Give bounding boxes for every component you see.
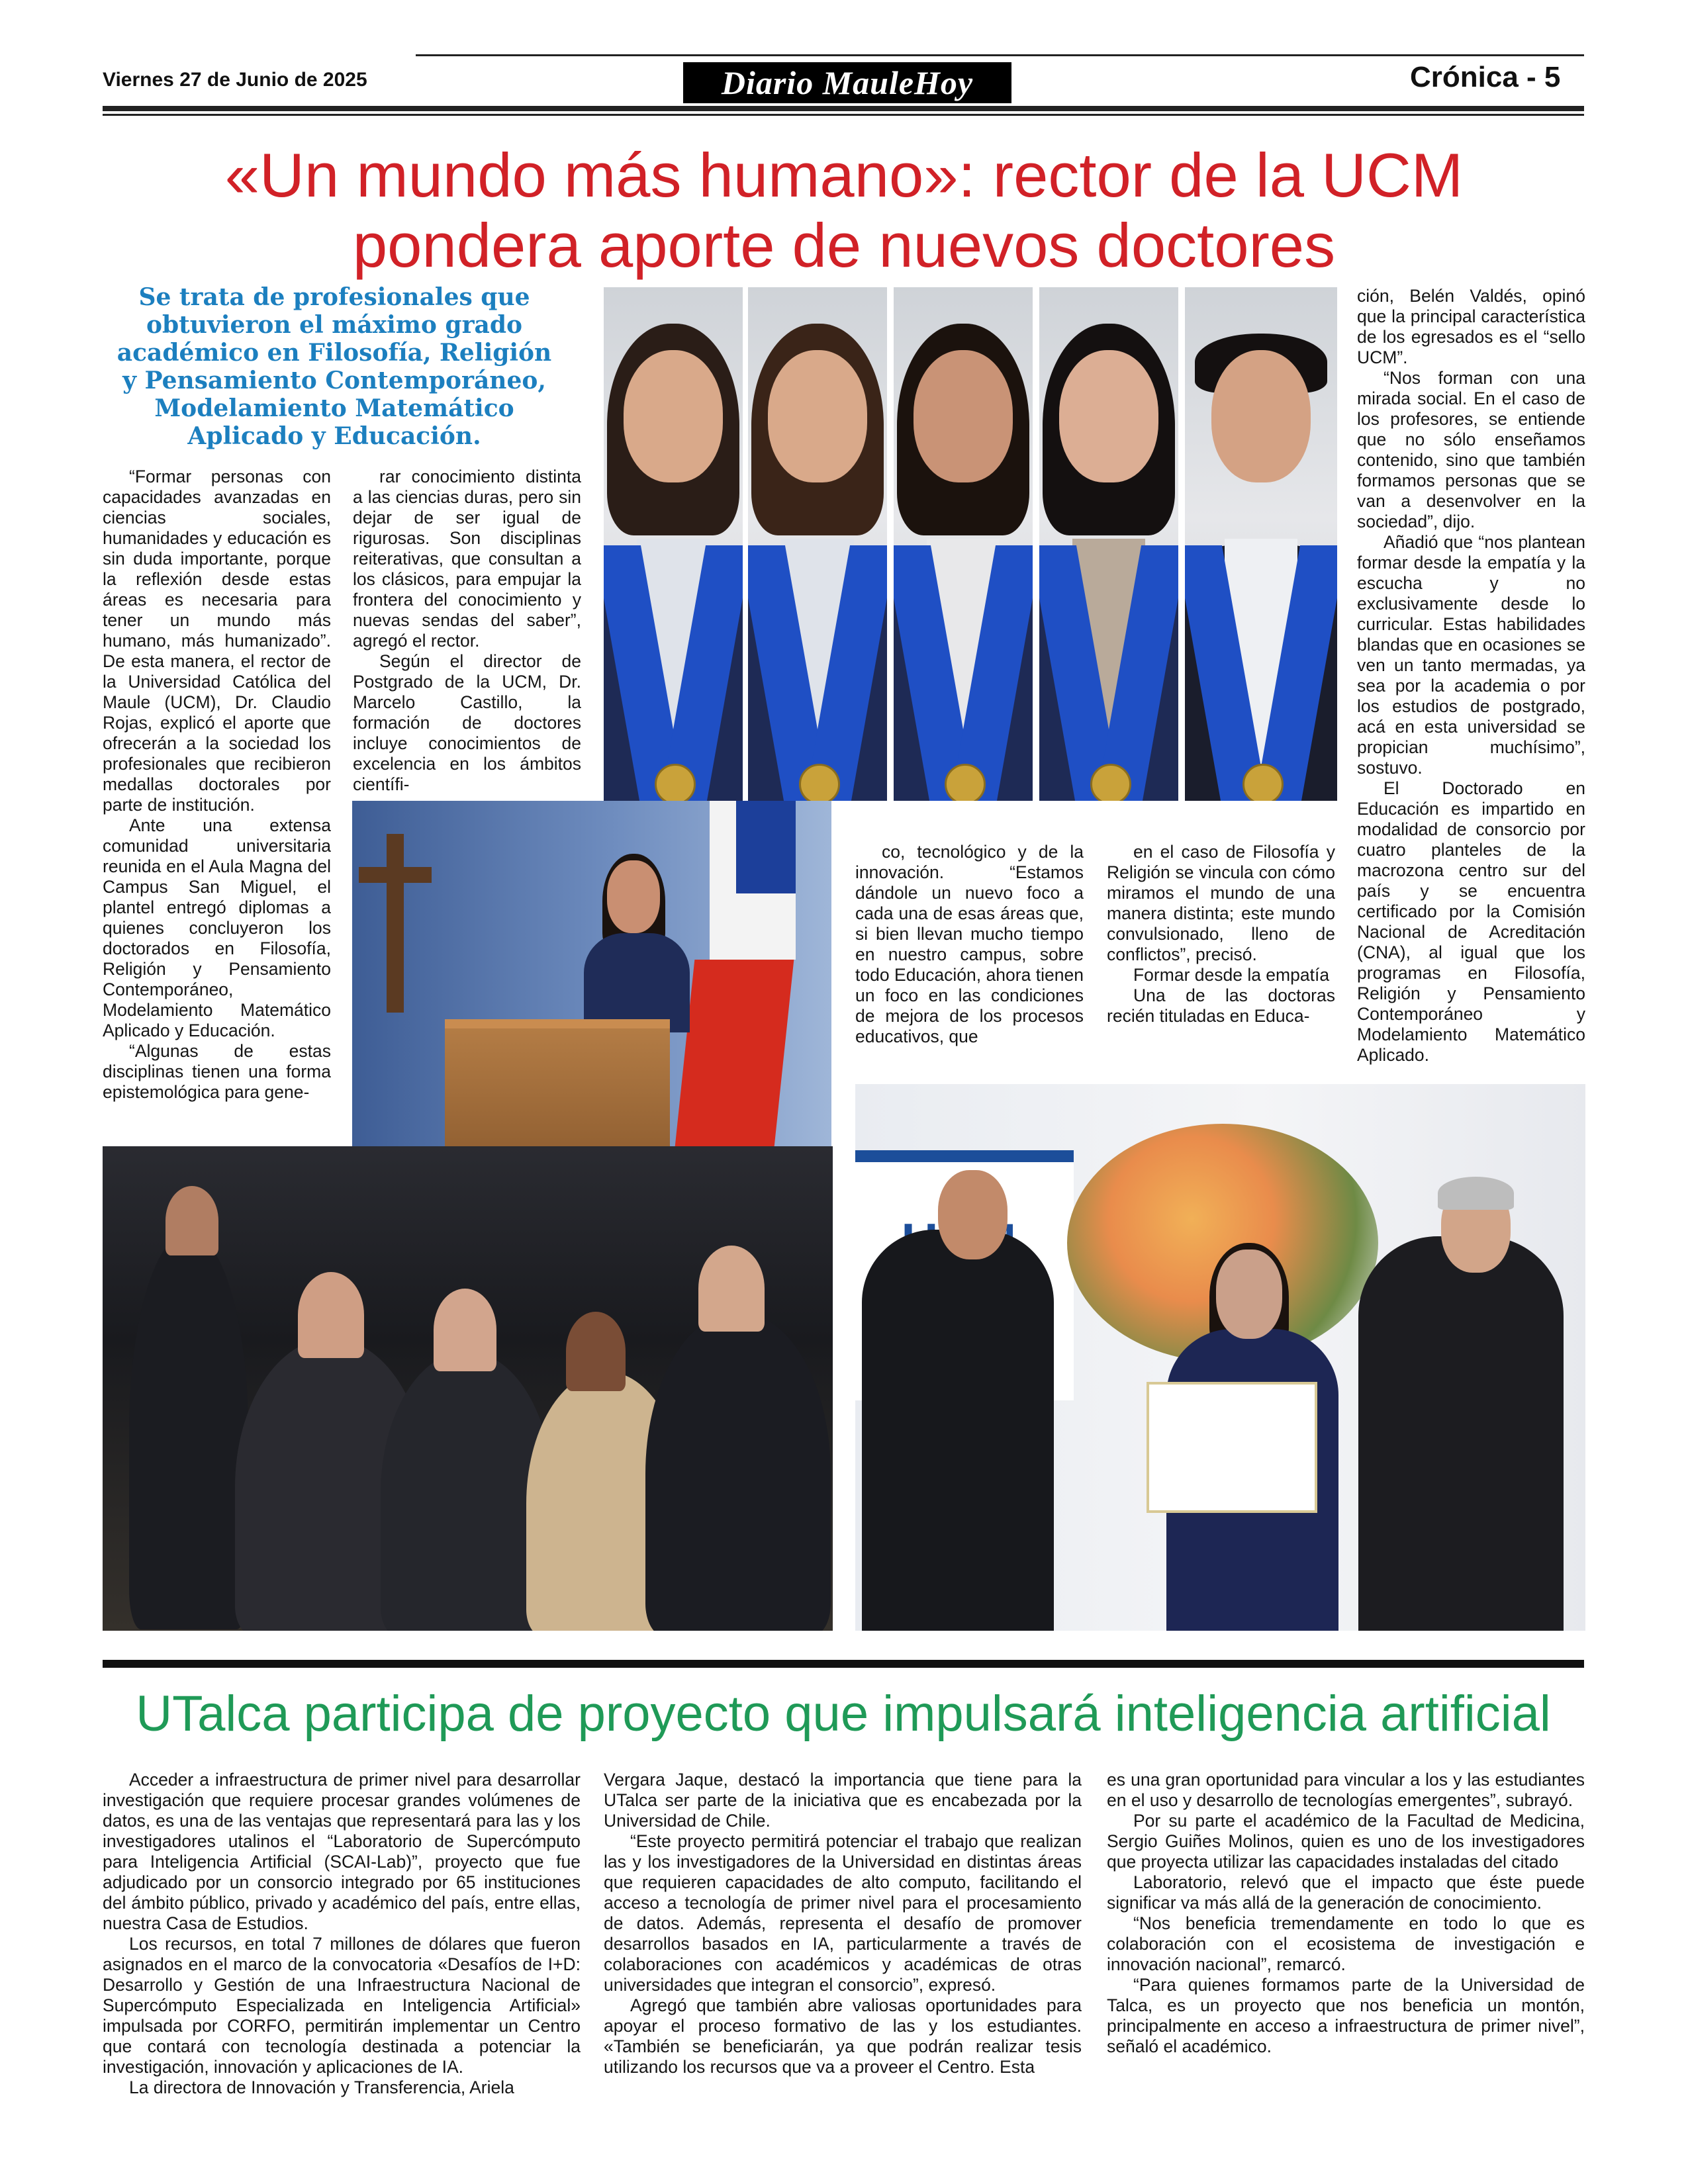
- header-top-rule: [416, 54, 1584, 56]
- photo-audience[interactable]: [103, 1146, 833, 1631]
- photo-graduate-3[interactable]: [894, 287, 1033, 801]
- paragraph: “Formar personas con capacidades avanzadas en ciencias sociales, humanidades y educación es sin duda importante, porque la reflexión desde estas áreas es necesaria para tener un mundo más humano, más humanizado”. De esta manera, el rector de la Universidad Católica del Maule (UCM), Dr. Claudio Rojas, explicó el aporte que ofrecerán a la sociedad los profesionales que recibieron medallas doctorales por parte de institución.: [103, 467, 331, 815]
- photo-podium-speaker[interactable]: [352, 801, 831, 1156]
- paragraph: rar conocimiento distinta a las ciencias duras, pero sin dejar de ser igual de rigurosas. Son disciplinas reiterativas, que consultan a los clásicos, para empujar la frontera del conocimiento y nuevas sendas del saber”, agregó el rector.: [353, 467, 581, 651]
- article1-col5: [1357, 286, 1585, 1066]
- paragraph: “Este proyecto permitirá potenciar el trabajo que realizan las y los investigadores de la Universidad en distintas áreas que requieren capacidades de alto computo, facilitando el acceso a tecnología de primer nivel para el procesamiento de datos. Además, representa el desafío de promover desarrollos basados en IA, particularmente a través de colaboraciones con académicos y académicas de otras universidades que integran el consorcio”, expresó.: [604, 1831, 1082, 1995]
- photo-graduate-4[interactable]: [1039, 287, 1178, 801]
- paragraph: El Doctorado en Educación es impartido en modalidad de consorcio por cuatro planteles de la macrozona centro sur del país y se encuentra certificado por la Comisión Nacional de Acreditación (CNA), al igual que los programas en Filosofía, Religión y Pensamiento Contemporáneo y Modelamiento Matemático Aplicado.: [1357, 778, 1585, 1065]
- paragraph: Ante una extensa comunidad universitaria reunida en el Aula Magna del Campus San Miguel, el plantel entregó diplomas a quienes concluyeron los doctorados en Filosofía, Religión y Pensamiento Contemporáneo, Modelamiento Matemático Aplicado y Educación.: [103, 815, 331, 1040]
- photo-graduate-5[interactable]: [1185, 287, 1337, 801]
- article2-col2: [604, 1770, 1082, 2077]
- issue-date: Viernes 27 de Junio de 2025: [103, 69, 367, 91]
- paragraph: co, tecnológico y de la innovación. “Estamos dándole un nuevo foco a cada una de esas áreas que, si bien llevan mucho tiempo en nuestro campus, sobre todo Educación, ahora tienen un foco en las condiciones de mejora de los procesos educativos, que: [855, 842, 1084, 1046]
- header-rule-thick: [103, 106, 1584, 111]
- article1-col4: [1107, 842, 1335, 1026]
- paragraph: ción, Belén Valdés, opinó que la principal característica de los egresados es el “sello UCM”.: [1357, 286, 1585, 367]
- paragraph: Acceder a infraestructura de primer nivel para desarrollar investigación que requiere procesar grandes volúmenes de datos, es una de las ventajas que representará para las y los investigadores utalinos el “Laboratorio de Supercómputo para Inteligencia Artificial (SCAI-Lab)”, proyecto que fue adjudicado por un consorcio integrado por 65 instituciones del ámbito público, privado y académico del país, entre ellas, nuestra Casa de Estudios.: [103, 1770, 581, 1933]
- paragraph: Por su parte el académico de la Facultad de Medicina, Sergio Guiñes Molinos, quien es uno de los investigadores que proyecta utilizar las capacidades instaladas del citado: [1107, 1811, 1585, 1872]
- paragraph: es una gran oportunidad para vincular a los y las estudiantes en el uso y desarrollo de tecnologías emergentes”, subrayó.: [1107, 1770, 1585, 1810]
- subheading: Formar desde la empatía: [1133, 965, 1330, 985]
- paragraph: Agregó que también abre valiosas oportunidades para apoyar el proceso formativo de las y los estudiantes. «También se beneficiarán, ya que podrán realizar tesis utilizando los recursos que va a proveer el Centro. Esta: [604, 1995, 1082, 2077]
- article2-col3: [1107, 1770, 1585, 2057]
- masthead-logo[interactable]: Diario MauleHoy: [683, 62, 1011, 103]
- photo-graduate-1[interactable]: [604, 287, 743, 801]
- paragraph: en el caso de Filosofía y Religión se vincula con cómo miramos el mundo de una manera distinta; este mundo convulsionado, lleno de conflictos”, precisó.: [1107, 842, 1335, 964]
- paragraph: Los recursos, en total 7 millones de dólares que fueron asignados en el marco de la convocatoria «Desafíos de I+D: Desarrollo y Gestión de una Infraestructura Nacional de Supercómputo Especializada en Inteligencia Artificial» impulsada por CORFO, permitirán implementar un Centro que contará con tecnología destinada a potenciar la investigación, innovación y aplicaciones de IA.: [103, 1934, 581, 2077]
- article1-deck: Se trata de profesionales que obtuvieron el máximo grado académico en Filosofía, Religión y Pensamiento Contemporáneo, Modelamiento Matemático Aplicado y Educación.: [117, 283, 552, 450]
- paragraph: Una de las doctoras recién tituladas en Educa-: [1107, 985, 1335, 1026]
- article2-col1: [103, 1770, 581, 2098]
- paragraph: Según el director de Postgrado de la UCM, Dr. Marcelo Castillo, la formación de doctores incluye conocimientos de excelencia en los ámbitos científi-: [353, 651, 581, 794]
- paragraph: “Nos forman con una mirada social. En el caso de los profesores, se entiende que no sólo enseñamos contenido, sino que también formamos personas que se van a desenvolver en la sociedad”, dijo.: [1357, 368, 1585, 531]
- paragraph: Añadió que “nos plantean formar desde la empatía y la escucha y no exclusivamente desde lo curricular. Estas habilidades blandas que en ocasiones se ven un tanto mermadas, ya sea por la academia o por los estudios de postgrado, acá en esta universidad se propician muchísimo”, sostuvo.: [1357, 532, 1585, 778]
- photo-diploma-ceremony[interactable]: [855, 1084, 1585, 1631]
- article1-col2: [353, 467, 581, 795]
- paragraph: Laboratorio, relevó que el impacto que éste puede significar va más allá de la generación de conocimiento.: [1107, 1872, 1585, 1913]
- paragraph: “Para quienes formamos parte de la Universidad de Talca, es un proyecto que nos beneficia un montón, principalmente en acceso a infraestructura de primer nivel”, señaló el académico.: [1107, 1975, 1585, 2056]
- article-separator: [103, 1660, 1584, 1668]
- article1-col1: [103, 467, 331, 1103]
- section-page-label: Crónica - 5: [1410, 61, 1561, 93]
- article1-headline: «Un mundo más humano»: rector de la UCM pondera aporte de nuevos doctores: [224, 140, 1464, 280]
- article1-col3: [855, 842, 1084, 1047]
- paragraph: “Algunas de estas disciplinas tienen una forma epistemológica para gene-: [103, 1041, 331, 1102]
- photo-graduate-2[interactable]: [748, 287, 887, 801]
- paragraph: “Nos beneficia tremendamente en todo lo que es colaboración con el ecosistema de investigación e innovación nacional”, remarcó.: [1107, 1913, 1585, 1974]
- header-rule-thin: [103, 114, 1584, 116]
- paragraph: La directora de Innovación y Transferencia, Ariela: [129, 2077, 514, 2097]
- article2-headline: UTalca participa de proyecto que impulsará inteligencia artificial: [136, 1686, 1551, 1742]
- paragraph: Vergara Jaque, destacó la importancia que tiene para la UTalca ser parte de la iniciativa que es encabezada por la Universidad de Chile.: [604, 1770, 1082, 1831]
